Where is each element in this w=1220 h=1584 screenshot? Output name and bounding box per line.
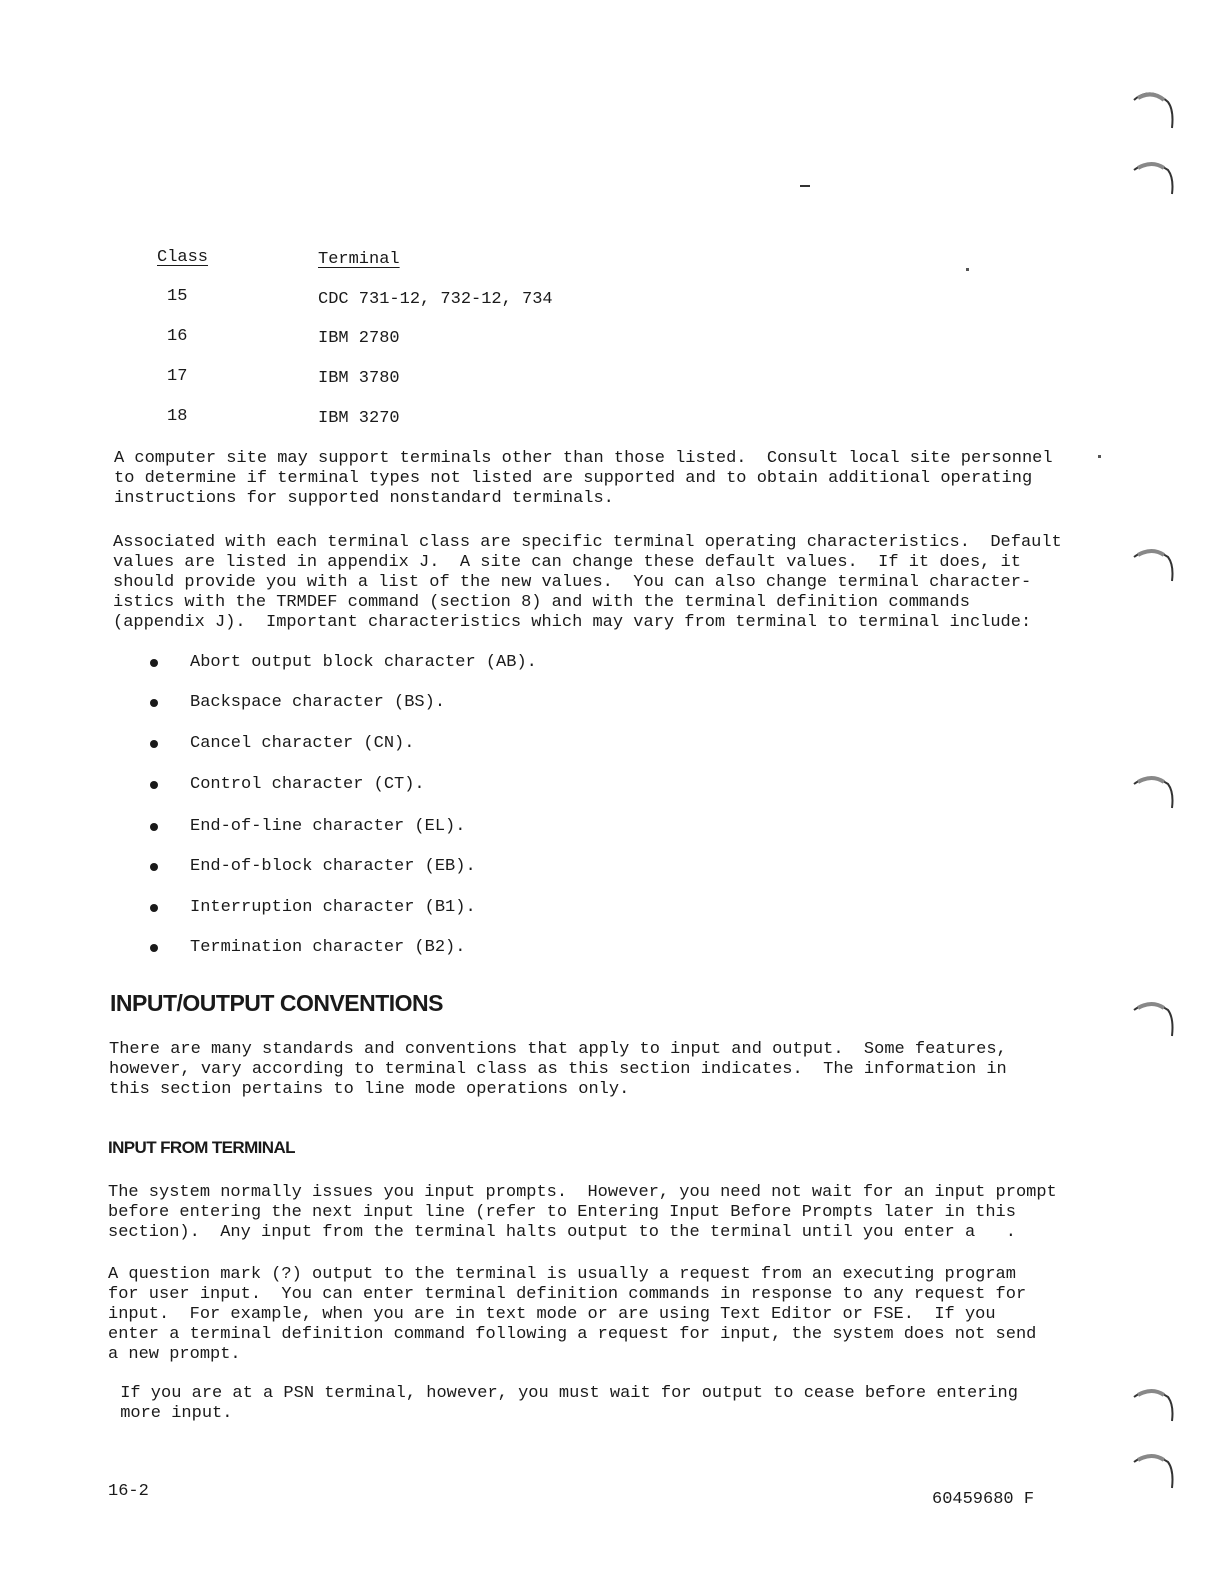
paragraph-site-support: A computer site may support terminals other than those listed. Consult local site personnel to determine if terminal types not listed are supported and to obtain additional operating instructions for supported nonstandard terminals. xyxy=(114,449,1053,508)
bullet-icon xyxy=(150,823,158,831)
binder-hole-mark-icon xyxy=(1130,1385,1178,1425)
paragraph-characteristics: Associated with each terminal class are specific terminal operating characteristics. Default values are listed in appendix J. A site can change these default values. If it does, it should provide you with a list of the new values. You can also change terminal character- istics with the TRMDEF command (section 8) and with the terminal definition commands (appendix J). Important characteristics which may vary from terminal to terminal include: xyxy=(113,533,1062,632)
list-item-text: Interruption character (B1). xyxy=(190,898,476,917)
binder-hole-mark-icon xyxy=(1130,88,1178,134)
section-heading: INPUT/OUTPUT CONVENTIONS xyxy=(110,990,444,1016)
binder-hole-mark-icon xyxy=(1130,998,1178,1040)
subsection-paragraph-1: The system normally issues you input prompts. However, you need not wait for an input prompt before entering the next input line (refer to Entering Input Before Prompts later in this section). Any input from the terminal halts output to the terminal until you enter a . xyxy=(108,1183,1057,1242)
table-row-class: 18 xyxy=(167,407,188,426)
bullet-icon xyxy=(150,944,158,952)
list-item-text: Abort output block character (AB). xyxy=(190,653,537,672)
table-row-terminal: IBM 2780 xyxy=(318,329,400,348)
bullet-icon xyxy=(150,863,158,871)
bullet-icon xyxy=(150,740,158,748)
subsection-paragraph-3: If you are at a PSN terminal, however, you must wait for output to cease before entering more input. xyxy=(120,1384,1018,1423)
subsection-paragraph-2: A question mark (?) output to the terminal is usually a request from an executing program for user input. You can enter terminal definition commands in response to any request for input. For example, when you are in text mode or are using Text Editor or FSE. If you enter a terminal definition command following a request for input, the system does not send a new prompt. xyxy=(108,1265,1037,1364)
section-intro-paragraph: There are many standards and conventions that apply to input and output. Some features, however, vary according to terminal class as this section indicates. The information in this section pertains to line mode operations only. xyxy=(109,1040,1007,1099)
subsection-heading: INPUT FROM TERMINAL xyxy=(108,1138,295,1157)
binder-hole-mark-icon xyxy=(1130,158,1178,198)
table-row-class: 16 xyxy=(167,327,188,346)
bullet-icon xyxy=(150,904,158,912)
table-row-terminal: IBM 3780 xyxy=(318,369,400,388)
binder-hole-mark-icon xyxy=(1130,545,1178,585)
table-row-class: 17 xyxy=(167,367,188,386)
table-header-terminal: Terminal xyxy=(318,250,400,269)
binder-hole-mark-icon xyxy=(1130,1450,1178,1492)
list-item-text: End-of-line character (EL). xyxy=(190,817,466,836)
bullet-icon xyxy=(150,781,158,789)
table-row-class: 15 xyxy=(167,287,188,306)
bullet-icon xyxy=(150,659,158,667)
scan-speck xyxy=(966,268,969,271)
list-item-text: Cancel character (CN). xyxy=(190,734,415,753)
list-item-text: Control character (CT). xyxy=(190,775,425,794)
list-item-text: End-of-block character (EB). xyxy=(190,857,476,876)
document-number: 60459680 F xyxy=(932,1490,1035,1509)
scan-speck xyxy=(800,185,810,187)
scan-speck xyxy=(1098,455,1101,458)
list-item-text: Backspace character (BS). xyxy=(190,693,446,712)
bullet-icon xyxy=(150,699,158,707)
page-number: 16-2 xyxy=(108,1482,149,1501)
table-row-terminal: IBM 3270 xyxy=(318,409,400,428)
table-header-class: Class xyxy=(157,248,209,267)
table-row-terminal: CDC 731-12, 732-12, 734 xyxy=(318,290,553,309)
binder-hole-mark-icon xyxy=(1130,772,1178,812)
list-item-text: Termination character (B2). xyxy=(190,938,466,957)
